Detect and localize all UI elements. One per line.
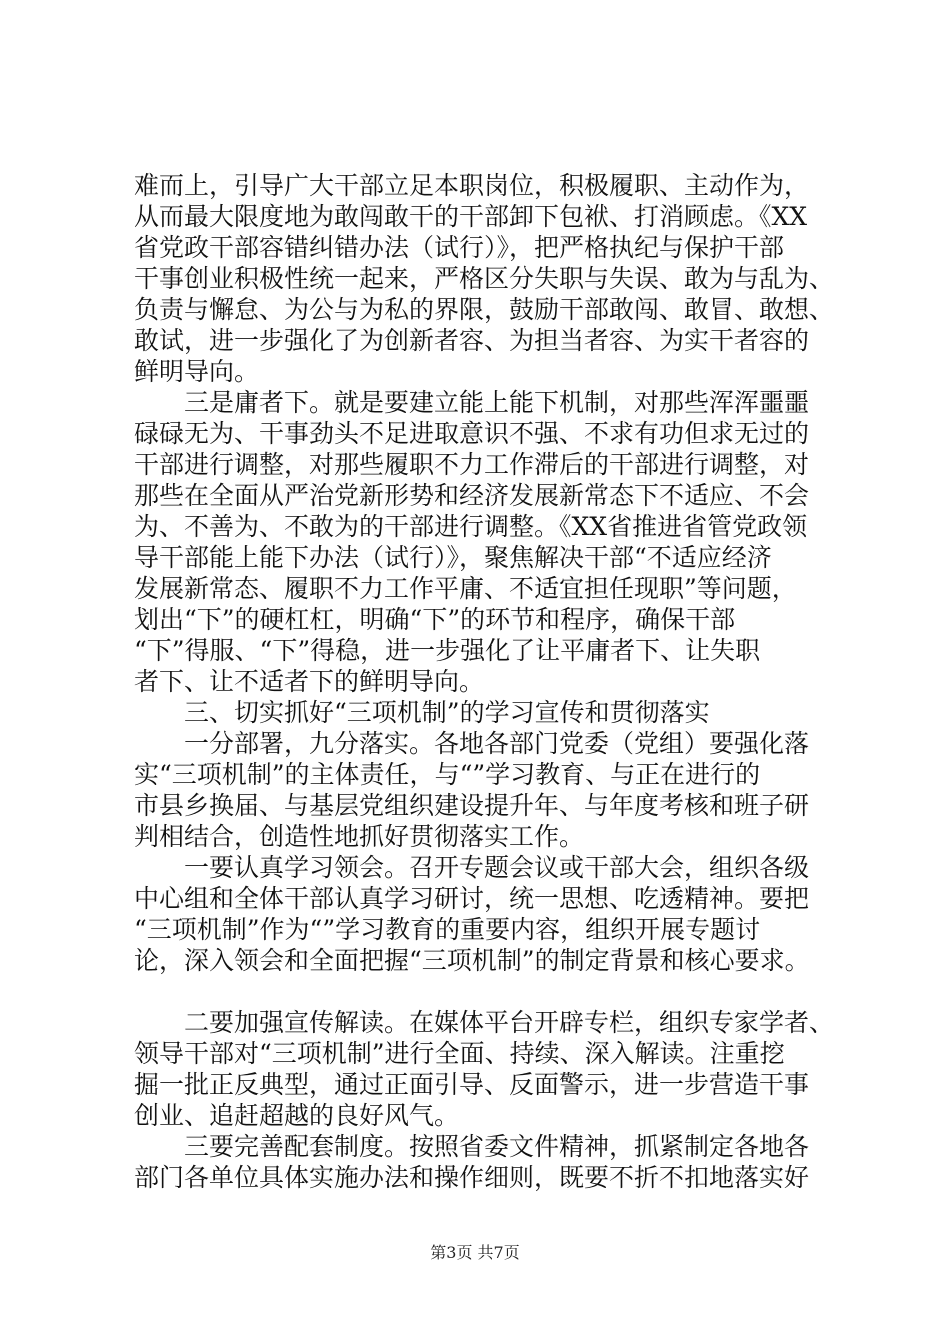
paragraph-start: 三要完善配套制度。按照省委文件精神，抓紧制定各地各 (134, 1132, 810, 1161)
paragraph-start: 一要认真学习领会。召开专题会议或干部大会，组织各级 (134, 853, 810, 882)
text-line: 中心组和全体干部认真学习研讨，统一思想、吃透精神。要把 (134, 884, 810, 913)
paragraph-start: 三是庸者下。就是要建立能上能下机制，对那些浑浑噩噩 (134, 388, 810, 417)
text-line: 碌碌无为、干事劲头不足进取意识不强、不求有功但求无过的 (134, 419, 810, 448)
text-line: 市县乡换届、与基层党组织建设提升年、与年度考核和班子研 (134, 791, 810, 820)
paragraph-start: 二要加强宣传解读。在媒体平台开辟专栏，组织专家学者、 (134, 1008, 835, 1037)
text-line: 导干部能上能下办法（试行）》，聚焦解决干部“不适应经济 (134, 543, 772, 572)
text-line: 难而上，引导广大干部立足本职岗位，积极履职、主动作为， (134, 171, 810, 200)
text-line: 者下、让不适者下的鲜明导向。 (134, 667, 485, 696)
paragraph-start: 一分部署，九分落实。各地各部门党委（党组）要强化落 (134, 729, 810, 758)
text-line: 鲜明导向。 (134, 357, 260, 386)
text-line: 那些在全面从严治党新形势和经济发展新常态下不适应、不会 (134, 481, 810, 510)
text-line: 负责与懈怠、为公与为私的界限，鼓励干部敢闯、敢冒、敢想、 (134, 295, 835, 324)
text-line: 部门各单位具体实施办法和操作细则，既要不折不扣地落实好 (134, 1163, 810, 1192)
text-line: 省党政干部容错纠错办法（试行）》，把严格执纪与保护干部 (134, 233, 785, 262)
text-line: 干事创业积极性统一起来，严格区分失职与失误、敢为与乱为、 (134, 264, 835, 293)
text-line: 干部进行调整，对那些履职不力工作滞后的干部进行调整，对 (134, 450, 810, 479)
text-line: 为、不善为、不敢为的干部进行调整。《XX省推进省管党政领 (134, 512, 808, 541)
text-line: 创业、追赶超越的良好风气。 (134, 1101, 460, 1130)
text-line: 实“三项机制”的主体责任，与“”学习教育、与正在进行的 (134, 760, 761, 789)
blank-line (134, 976, 864, 1007)
page-number-footer: 第3页 共7页 (430, 1243, 520, 1262)
text-line: “三项机制”作为“”学习教育的重要内容，组织开展专题讨 (134, 915, 761, 944)
text-line: 领导干部对“三项机制”进行全面、持续、深入解读。注重挖 (134, 1039, 785, 1068)
section-heading: 三、切实抓好“三项机制”的学习宣传和贯彻落实 (134, 698, 710, 727)
text-line: 从而最大限度地为敢闯敢干的干部卸下包袱、打消顾虑。《XX (134, 202, 808, 231)
text-line: 判相结合，创造性地抓好贯彻落实工作。 (134, 822, 585, 851)
text-line: 敢试，进一步强化了为创新者容、为担当者容、为实干者容的 (134, 326, 810, 355)
text-line: 发展新常态、履职不力工作平庸、不适宜担任现职”等问题， (134, 574, 797, 603)
document-body (134, 170, 864, 1193)
text-line: 划出“下”的硬杠杠，明确“下”的环节和程序，确保干部 (134, 605, 736, 634)
text-line: “下”得服、“下”得稳，进一步强化了让平庸者下、让失职 (134, 636, 761, 665)
text-line: 掘一批正反典型，通过正面引导、反面警示，进一步营造干事 (134, 1070, 810, 1099)
text-line: 论，深入领会和全面把握“三项机制”的制定背景和核心要求。 (134, 946, 810, 975)
